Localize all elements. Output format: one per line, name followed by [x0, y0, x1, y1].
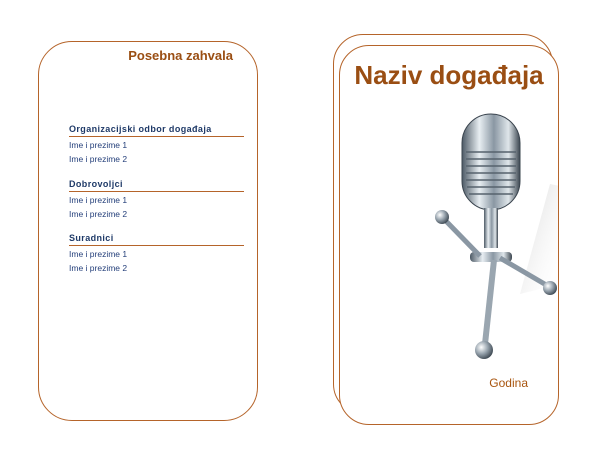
- list-item: Ime i prezime 1: [69, 249, 128, 259]
- year-label: Godina: [489, 376, 528, 390]
- thanks-panel: [38, 41, 258, 421]
- section-associates: [69, 233, 244, 274]
- section-heading: Dobrovoljci: [69, 179, 244, 192]
- cover-panel: [339, 45, 559, 425]
- microphone-icon: [400, 104, 559, 374]
- list-item: Ime i prezime 2: [69, 209, 128, 219]
- thanks-title: Posebna zahvala: [128, 48, 233, 63]
- section-organizing-committee: [69, 124, 244, 165]
- list-item: Ime i prezime 2: [69, 263, 128, 273]
- list-item: Ime i prezime 1: [69, 195, 128, 205]
- list-item: Ime i prezime 1: [69, 140, 128, 150]
- list-item: Ime i prezime 2: [69, 154, 128, 164]
- section-heading: Organizacijski odbor događaja: [69, 124, 244, 137]
- section-heading: Suradnici: [69, 233, 244, 246]
- section-volunteers: [69, 179, 244, 220]
- event-title: Naziv događaja: [354, 60, 544, 90]
